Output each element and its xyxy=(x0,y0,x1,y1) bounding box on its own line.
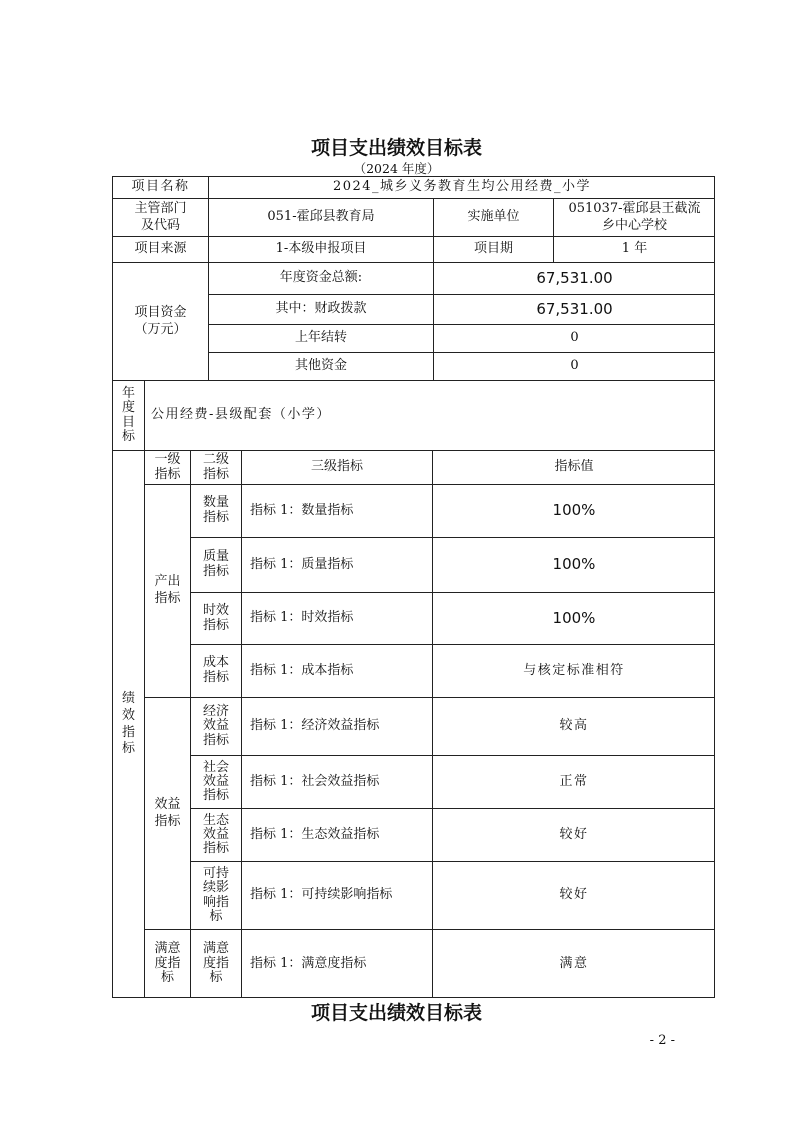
indicator-value: 较高 xyxy=(432,697,715,755)
page-number: - 2 - xyxy=(649,1033,675,1048)
indicator-level2: 满意 度指 标 xyxy=(190,929,241,998)
value-project-name: 2024_城乡义务教育生均公用经费_小学 xyxy=(208,176,715,198)
label-funds: 项目资金 （万元） xyxy=(112,262,208,380)
indicator-level2: 社会 效益 指标 xyxy=(190,755,241,808)
header-value: 指标值 xyxy=(432,450,715,484)
indicator-level3: 指标 1：时效指标 xyxy=(241,592,432,644)
footer-title: 项目支出绩效目标表 xyxy=(310,1002,482,1024)
indicator-level3: 指标 1：社会效益指标 xyxy=(241,755,432,808)
page-title: 项目支出绩效目标表 xyxy=(310,137,482,159)
indicator-level3: 指标 1：经济效益指标 xyxy=(241,697,432,755)
label-fiscal: 其中：财政拨款 xyxy=(208,294,433,324)
indicator-value: 较好 xyxy=(432,861,715,929)
indicator-level3: 指标 1：可持续影响指标 xyxy=(241,861,432,929)
value-other-funds: 0 xyxy=(433,352,715,380)
indicator-level2: 数量 指标 xyxy=(190,484,241,537)
label-perf-indicators: 绩 效 指 标 xyxy=(112,450,144,998)
page-subtitle: （2024 年度） xyxy=(353,161,440,176)
header-level2: 二级 指标 xyxy=(190,450,241,484)
label-project-name: 项目名称 xyxy=(112,176,208,198)
indicator-level2: 质量 指标 xyxy=(190,537,241,592)
indicator-level2: 时效 指标 xyxy=(190,592,241,644)
header-level1: 一级 指标 xyxy=(144,450,190,484)
label-carryover: 上年结转 xyxy=(208,324,433,352)
indicator-level2: 成本 指标 xyxy=(190,644,241,697)
indicator-value: 正常 xyxy=(432,755,715,808)
group-satisfaction: 满意 度指 标 xyxy=(144,929,190,998)
indicator-value: 100% xyxy=(432,484,715,537)
label-source: 项目来源 xyxy=(112,236,208,262)
indicator-level2: 生态 效益 指标 xyxy=(190,808,241,861)
group-output: 产出 指标 xyxy=(144,484,190,697)
header-level3: 三级指标 xyxy=(241,450,432,484)
indicator-level3: 指标 1：成本指标 xyxy=(241,644,432,697)
value-period: 1 年 xyxy=(553,236,715,262)
indicator-value: 100% xyxy=(432,592,715,644)
indicator-value: 100% xyxy=(432,537,715,592)
value-source: 1-本级申报项目 xyxy=(208,236,433,262)
value-carryover: 0 xyxy=(433,324,715,352)
value-fiscal: 67,531.00 xyxy=(433,294,715,324)
label-department: 主管部门 及代码 xyxy=(112,198,208,236)
value-annual-goal: 公用经费-县级配套（小学） xyxy=(144,380,715,450)
label-other-funds: 其他资金 xyxy=(208,352,433,380)
indicator-level2: 经济 效益 指标 xyxy=(190,697,241,755)
indicator-value: 较好 xyxy=(432,808,715,861)
label-annual-goal: 年 度 目 标 xyxy=(112,380,144,450)
indicator-value: 满意 xyxy=(432,929,715,998)
indicator-level3: 指标 1：数量指标 xyxy=(241,484,432,537)
label-impl-unit: 实施单位 xyxy=(433,198,553,236)
indicator-level3: 指标 1：质量指标 xyxy=(241,537,432,592)
indicator-level2: 可持 续影 响指 标 xyxy=(190,861,241,929)
label-period: 项目期 xyxy=(433,236,553,262)
indicator-level3: 指标 1：满意度指标 xyxy=(241,929,432,998)
value-impl-unit: 051037-霍邱县王截流 乡中心学校 xyxy=(553,198,715,236)
group-benefit: 效益 指标 xyxy=(144,697,190,929)
indicator-level3: 指标 1：生态效益指标 xyxy=(241,808,432,861)
value-total-funds: 67,531.00 xyxy=(433,262,715,294)
value-department: 051-霍邱县教育局 xyxy=(208,198,433,236)
indicator-value: 与核定标准相符 xyxy=(432,644,715,697)
label-total-funds: 年度资金总额: xyxy=(208,262,433,294)
